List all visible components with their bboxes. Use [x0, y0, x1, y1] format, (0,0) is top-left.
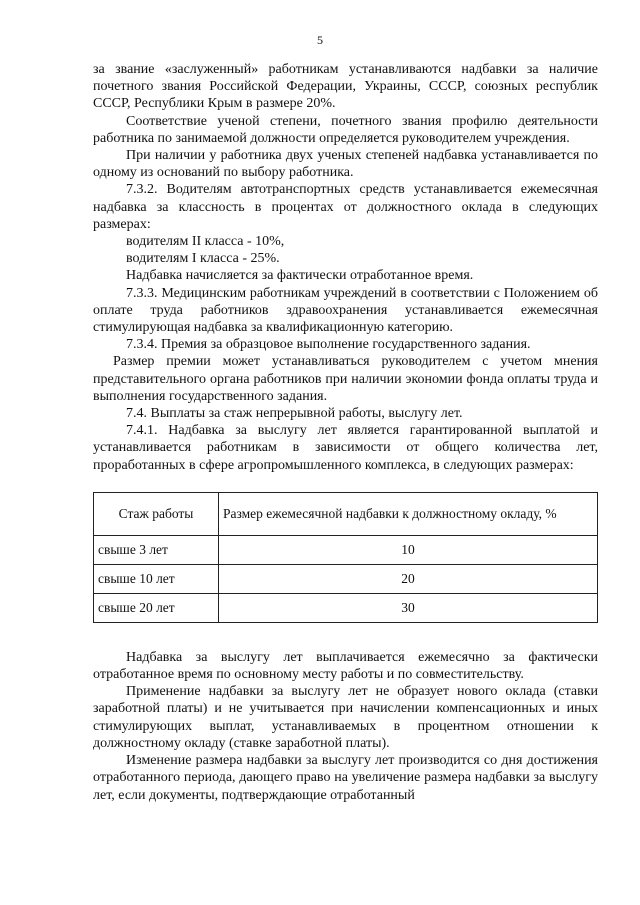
paragraph: водителям II класса - 10%, — [126, 234, 285, 250]
paragraph: 7.4.1. Надбавка за выслугу лет является гарантированной выплатой и устанавливается работникам в зависимости от общего количества лет, проработанных в сфере агропромышленного комплекса, в следующих размерах: — [93, 423, 598, 473]
paragraph: Надбавка за выслугу лет выплачивается ежемесячно за фактически отработанное время по основному месту работы и по совместительству. — [93, 649, 598, 683]
paragraph: При наличии у работника двух ученых степеней надбавка устанавливается по одному из оснований по выбору работника. — [93, 148, 598, 181]
table-header-cell: Стаж работы — [94, 492, 219, 535]
table-header-cell: Размер ежемесячной надбавки к должностному окладу, % — [219, 492, 598, 535]
paragraph: 7.3.2. Водителям автотранспортных средств устанавливается ежемесячная надбавка за классность в процентах от должностного оклада в следующих размерах: — [93, 182, 598, 232]
paragraph: Размер премии может устанавливаться руководителем с учетом мнения представительного органа работников при наличии экономии фонда оплаты труда и выполнения государственного задания. — [93, 354, 598, 404]
table-row — [94, 535, 598, 564]
paragraph: 7.3.3. Медицинским работникам учреждений в соответствии с Положением об оплате труда работников здравоохранения устанавливается ежемесячная стимулирующая надбавка за квалификационную категорию. — [93, 285, 598, 336]
paragraph: Применение надбавки за выслугу лет не образует нового оклада (ставки заработной платы) и не учитывается при начислении компенсационных и иных стимулирующих выплат, устанавливаемых в процентном отношении к должностному окладу (ставке заработной платы). — [93, 684, 598, 751]
table-header-row — [94, 492, 598, 535]
table-cell: свыше 10 лет — [94, 564, 219, 593]
table-cell: свыше 20 лет — [94, 593, 219, 622]
document-body — [93, 61, 598, 804]
table-row — [94, 593, 598, 622]
seniority-bonus-table — [93, 492, 598, 623]
paragraph: 7.3.4. Премия за образцовое выполнение государственного задания. — [126, 337, 531, 353]
paragraph: Изменение размера надбавки за выслугу лет производится со дня достижения отработанного периода, дающего право на увеличение размера надбавки за выслугу лет, если документы, подтверждающие отработанный — [93, 753, 598, 803]
table-cell: 30 — [219, 593, 598, 622]
paragraph: водителям I класса - 25%. — [126, 251, 280, 267]
paragraph: Соответствие ученой степени, почетного звания профилю деятельности работника по занимаемой должности определяется руководителем учреждения. — [93, 113, 598, 146]
paragraph: за звание «заслуженный» работникам устанавливаются надбавки за наличие почетного звания Российской Федерации, Украины, СССР, союзных республик СССР, Республики Крым в размере 20%. — [93, 62, 598, 112]
table-cell: 10 — [219, 535, 598, 564]
page-number: 5 — [317, 33, 323, 47]
paragraph: Надбавка начисляется за фактически отработанное время. — [126, 268, 474, 284]
table-row — [94, 564, 598, 593]
paragraph: 7.4. Выплаты за стаж непрерывной работы, выслугу лет. — [126, 406, 463, 422]
table-cell: свыше 3 лет — [94, 535, 219, 564]
table-cell: 20 — [219, 564, 598, 593]
